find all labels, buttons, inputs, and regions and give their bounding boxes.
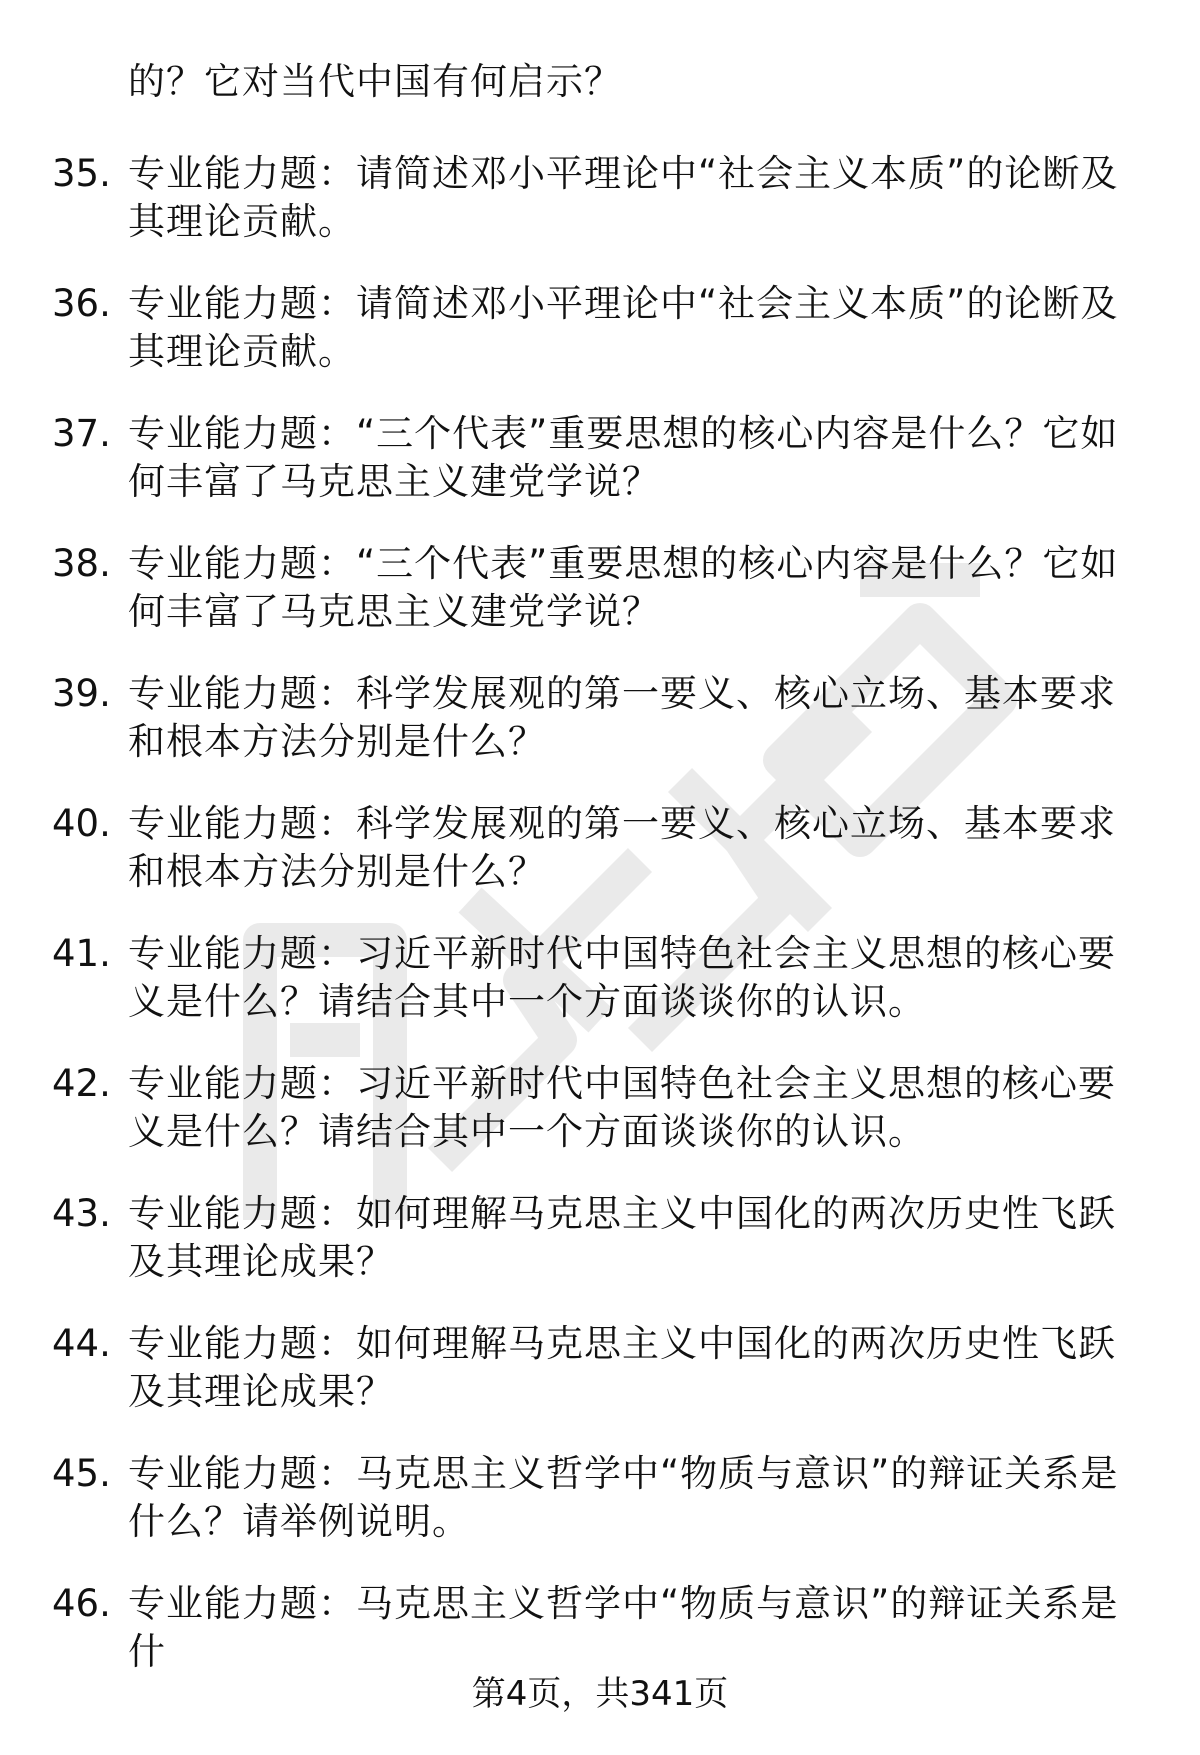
page-number-footer: 第4页，共341页 bbox=[471, 1674, 729, 1714]
question-item bbox=[0, 150, 1200, 280]
question-number: 44. bbox=[52, 1322, 111, 1365]
question-text: 专业能力题：请简述邓小平理论中“社会主义本质”的论断及其理论贡献。 bbox=[128, 282, 1119, 373]
question-text: 专业能力题：科学发展观的第一要义、核心立场、基本要求和根本方法分别是什么？ bbox=[128, 672, 1116, 763]
question-list bbox=[0, 150, 1200, 1710]
question-item bbox=[0, 1450, 1200, 1580]
question-number: 43. bbox=[52, 1192, 111, 1235]
question-text: 专业能力题：习近平新时代中国特色社会主义思想的核心要义是什么？请结合其中一个方面谈谈你的认识。 bbox=[128, 932, 1116, 1023]
question-number: 42. bbox=[52, 1062, 111, 1105]
question-item bbox=[0, 410, 1200, 540]
question-number: 37. bbox=[52, 412, 111, 455]
question-item bbox=[0, 1320, 1200, 1450]
question-number: 36. bbox=[52, 282, 111, 325]
question-number: 35. bbox=[52, 152, 111, 195]
continued-question-text: 的？它对当代中国有何启示？ bbox=[128, 60, 622, 103]
question-number: 38. bbox=[52, 542, 111, 585]
question-text: 专业能力题：马克思主义哲学中“物质与意识”的辩证关系是什 bbox=[128, 1582, 1119, 1673]
question-number: 41. bbox=[52, 932, 111, 975]
question-number: 39. bbox=[52, 672, 111, 715]
question-item bbox=[0, 1190, 1200, 1320]
question-text: 专业能力题：请简述邓小平理论中“社会主义本质”的论断及其理论贡献。 bbox=[128, 152, 1119, 243]
question-item bbox=[0, 930, 1200, 1060]
question-text: 专业能力题：如何理解马克思主义中国化的两次历史性飞跃及其理论成果？ bbox=[128, 1322, 1116, 1413]
question-text: 专业能力题：马克思主义哲学中“物质与意识”的辩证关系是什么？请举例说明。 bbox=[128, 1452, 1119, 1543]
question-item bbox=[0, 800, 1200, 930]
question-text: 专业能力题：习近平新时代中国特色社会主义思想的核心要义是什么？请结合其中一个方面谈谈你的认识。 bbox=[128, 1062, 1116, 1153]
question-item bbox=[0, 280, 1200, 410]
question-text: 专业能力题：“三个代表”重要思想的核心内容是什么？它如何丰富了马克思主义建党学说？ bbox=[128, 412, 1119, 503]
question-text: 专业能力题：“三个代表”重要思想的核心内容是什么？它如何丰富了马克思主义建党学说？ bbox=[128, 542, 1119, 633]
question-item bbox=[0, 540, 1200, 670]
question-text: 专业能力题：如何理解马克思主义中国化的两次历史性飞跃及其理论成果？ bbox=[128, 1192, 1116, 1283]
question-number: 46. bbox=[52, 1582, 111, 1625]
question-item bbox=[0, 670, 1200, 800]
question-text: 专业能力题：科学发展观的第一要义、核心立场、基本要求和根本方法分别是什么？ bbox=[128, 802, 1116, 893]
question-number: 45. bbox=[52, 1452, 111, 1495]
question-item bbox=[0, 1060, 1200, 1190]
question-number: 40. bbox=[52, 802, 111, 845]
